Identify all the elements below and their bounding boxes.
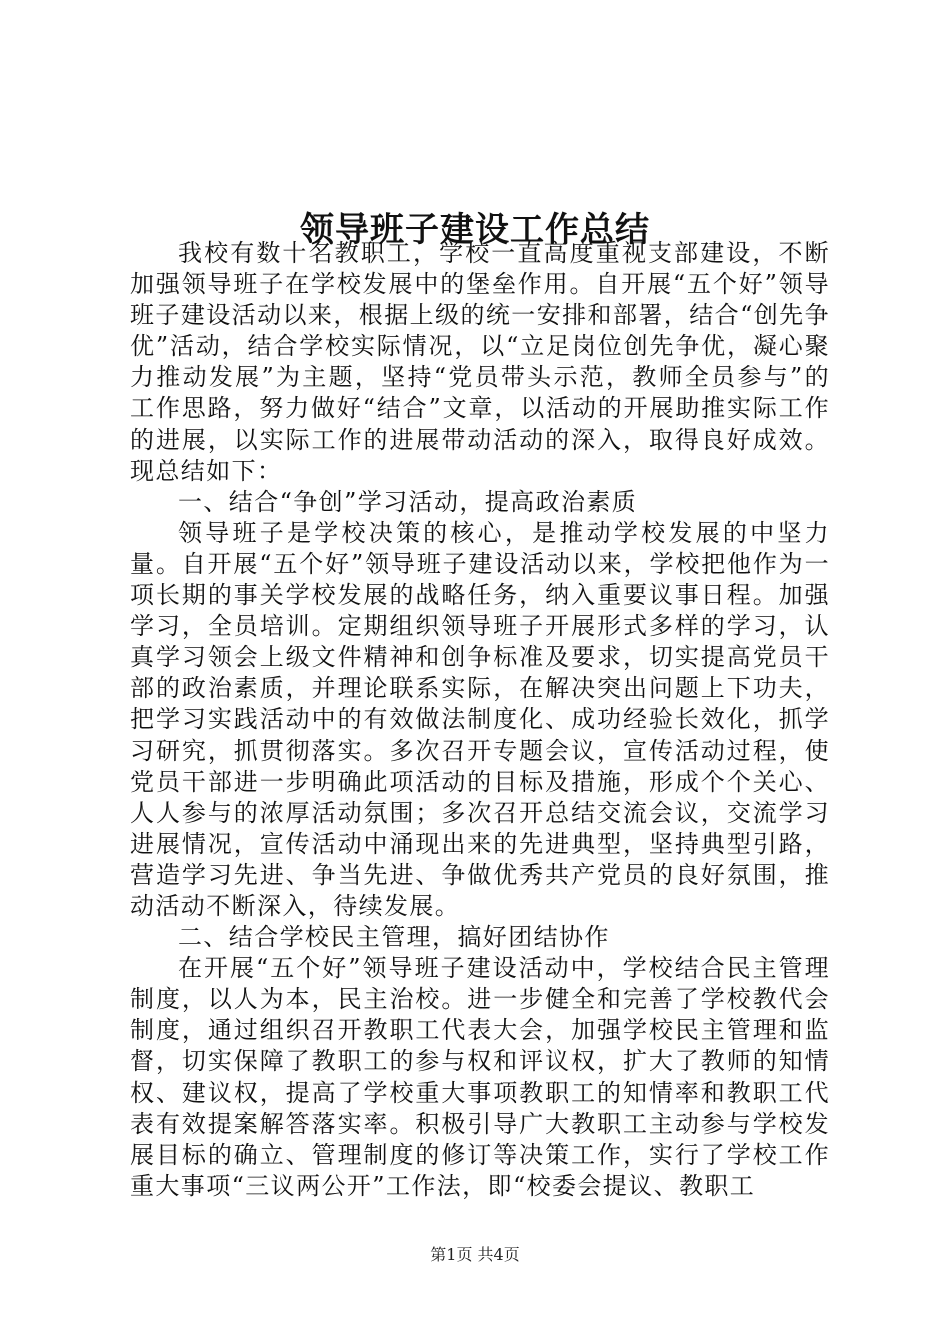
page-footer: 第1页 共4页 xyxy=(430,1245,520,1264)
intro-paragraph: 我校有数十名教职工，学校一直高度重视支部建设，不断加强领导班子在学校发展中的堡垒作用。自开展“五个好”领导班子建设活动以来，根据上级的统一安排和部署，结合“创先争优”活动，结合学校实际情况，以“立足岗位创先争优，凝心聚力推动发展”为主题，坚持“党员带头示范，教师全员参与”的工作思路，努力做好“结合”文章，以活动的开展助推实际工作的进展，以实际工作的进展带动活动的深入，取得良好成效。现总结如下： xyxy=(130,239,830,485)
document-title: 领导班子建设工作总结 xyxy=(300,209,650,250)
document-body xyxy=(130,238,830,1202)
section-heading-2: 二、结合学校民主管理，搞好团结协作 xyxy=(178,923,610,952)
section-1-paragraph: 领导班子是学校决策的核心，是推动学校发展的中坚力量。自开展“五个好”领导班子建设活动以来，学校把他作为一项长期的事关学校发展的战略任务，纳入重要议事日程。加强学习，全员培训。定期组织领导班子开展形式多样的学习，认真学习领会上级文件精神和创争标准及要求，切实提高党员干部的政治素质，并理论联系实际，在解决突出问题上下功夫，把学习实践活动中的有效做法制度化、成功经验长效化，抓学习研究，抓贯彻落实。多次召开专题会议，宣传活动过程，使党员干部进一步明确此项活动的目标及措施，形成个个关心、人人参与的浓厚活动氛围；多次召开总结交流会议，交流学习进展情况，宣传活动中涌现出来的先进典型，坚持典型引路，营造学习先进、争当先进、争做优秀共产党员的良好氛围，推动活动不断深入，待续发展。 xyxy=(130,518,830,920)
section-2-paragraph: 在开展“五个好”领导班子建设活动中，学校结合民主管理制度，以人为本，民主治校。进一步健全和完善了学校教代会制度，通过组织召开教职工代表大会，加强学校民主管理和监督，切实保障了教职工的参与权和评议权，扩大了教师的知情权、建议权，提高了学校重大事项教职工的知情率和教职工代表有效提案解答落实率。积极引导广大教职工主动参与学校发展目标的确立、管理制度的修订等决策工作，实行了学校工作重大事项“三议两公开”工作法，即“校委会提议、教职工 xyxy=(130,954,830,1200)
section-heading-1: 一、结合“争创”学习活动，提高政治素质 xyxy=(178,487,638,516)
